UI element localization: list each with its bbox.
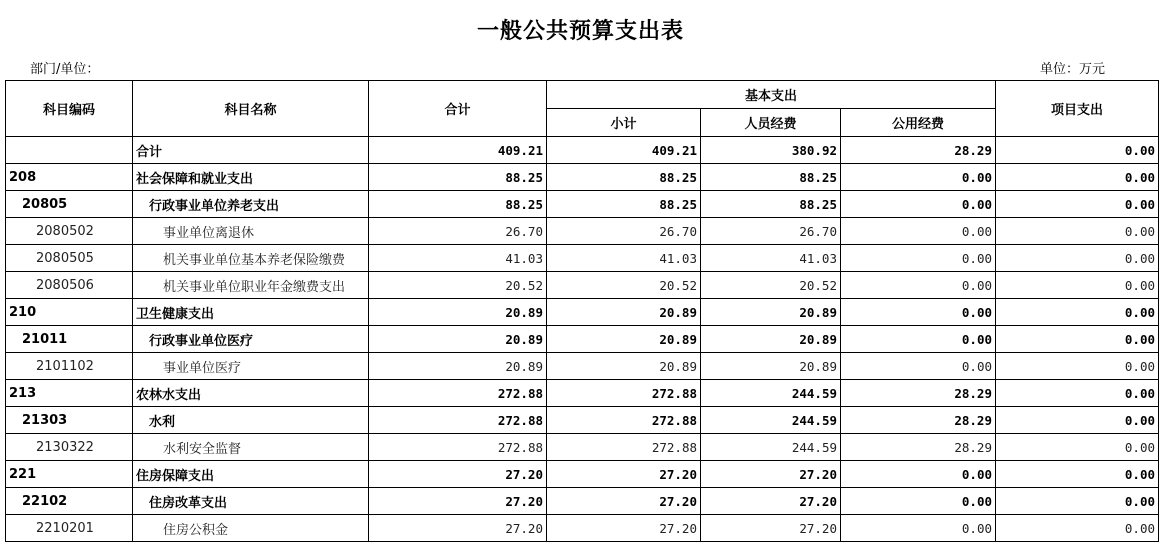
code-cell: 2101102 xyxy=(6,353,133,380)
code-cell: 20805 xyxy=(6,191,133,218)
total-cell: 20.89 xyxy=(369,326,547,353)
name-cell: 住房改革支出 xyxy=(133,488,369,515)
code-cell: 2080506 xyxy=(6,272,133,299)
personnel-cell: 380.92 xyxy=(701,137,841,164)
project-cell: 0.00 xyxy=(996,380,1159,407)
subtotal-cell: 26.70 xyxy=(547,218,701,245)
project-cell: 0.00 xyxy=(996,272,1159,299)
total-cell: 88.25 xyxy=(369,191,547,218)
table-row[interactable] xyxy=(6,407,1159,434)
code-cell: 22102 xyxy=(6,488,133,515)
project-cell: 0.00 xyxy=(996,245,1159,272)
public-cell: 0.00 xyxy=(841,191,996,218)
total-cell: 27.20 xyxy=(369,515,547,542)
table-row[interactable] xyxy=(6,218,1159,245)
subtotal-cell: 20.89 xyxy=(547,353,701,380)
project-cell: 0.00 xyxy=(996,461,1159,488)
table-row[interactable] xyxy=(6,299,1159,326)
total-cell: 409.21 xyxy=(369,137,547,164)
header-row-1 xyxy=(6,81,1159,109)
name-cell: 事业单位离退休 xyxy=(133,218,369,245)
name-cell: 水利安全监督 xyxy=(133,434,369,461)
code-cell: 21011 xyxy=(6,326,133,353)
project-cell: 0.00 xyxy=(996,488,1159,515)
name-cell: 卫生健康支出 xyxy=(133,299,369,326)
header-project: 项目支出 xyxy=(996,81,1159,137)
project-cell: 0.00 xyxy=(996,353,1159,380)
subtotal-cell: 272.88 xyxy=(547,434,701,461)
public-cell: 0.00 xyxy=(841,353,996,380)
name-cell: 农林水支出 xyxy=(133,380,369,407)
total-cell: 20.52 xyxy=(369,272,547,299)
personnel-cell: 20.89 xyxy=(701,299,841,326)
subtotal-cell: 20.52 xyxy=(547,272,701,299)
total-cell: 272.88 xyxy=(369,434,547,461)
code-cell: 208 xyxy=(6,164,133,191)
header-total: 合计 xyxy=(369,81,547,137)
personnel-cell: 41.03 xyxy=(701,245,841,272)
code-cell: 2130322 xyxy=(6,434,133,461)
personnel-cell: 244.59 xyxy=(701,434,841,461)
name-cell: 机关事业单位基本养老保险缴费 xyxy=(133,245,369,272)
public-cell: 0.00 xyxy=(841,218,996,245)
total-cell: 20.89 xyxy=(369,299,547,326)
name-cell: 住房公积金 xyxy=(133,515,369,542)
subtotal-cell: 88.25 xyxy=(547,164,701,191)
project-cell: 0.00 xyxy=(996,326,1159,353)
header-basic: 基本支出 xyxy=(547,81,996,109)
table-body xyxy=(6,137,1159,542)
table-row[interactable] xyxy=(6,164,1159,191)
total-cell: 27.20 xyxy=(369,461,547,488)
subtotal-cell: 20.89 xyxy=(547,326,701,353)
personnel-cell: 20.52 xyxy=(701,272,841,299)
table-row[interactable] xyxy=(6,434,1159,461)
table-row[interactable] xyxy=(6,245,1159,272)
public-cell: 0.00 xyxy=(841,515,996,542)
code-cell xyxy=(6,137,133,164)
public-cell: 0.00 xyxy=(841,164,996,191)
department-label: 部门/单位： xyxy=(30,62,100,77)
code-cell: 213 xyxy=(6,380,133,407)
name-cell: 事业单位医疗 xyxy=(133,353,369,380)
total-cell: 41.03 xyxy=(369,245,547,272)
personnel-cell: 20.89 xyxy=(701,353,841,380)
public-cell: 0.00 xyxy=(841,299,996,326)
table-row[interactable] xyxy=(6,326,1159,353)
header-subtotal: 小计 xyxy=(547,109,701,137)
header-name: 科目名称 xyxy=(133,81,369,137)
personnel-cell: 27.20 xyxy=(701,461,841,488)
public-cell: 28.29 xyxy=(841,380,996,407)
table-row[interactable] xyxy=(6,272,1159,299)
personnel-cell: 244.59 xyxy=(701,407,841,434)
unit-label: 单位：万元 xyxy=(1040,62,1106,77)
page-title: 一般公共预算支出表 xyxy=(476,18,684,44)
table-row[interactable] xyxy=(6,515,1159,542)
name-cell: 合计 xyxy=(133,137,369,164)
personnel-cell: 244.59 xyxy=(701,380,841,407)
public-cell: 28.29 xyxy=(841,434,996,461)
name-cell: 行政事业单位养老支出 xyxy=(133,191,369,218)
project-cell: 0.00 xyxy=(996,164,1159,191)
code-cell: 2210201 xyxy=(6,515,133,542)
project-cell: 0.00 xyxy=(996,137,1159,164)
personnel-cell: 26.70 xyxy=(701,218,841,245)
subtotal-cell: 272.88 xyxy=(547,380,701,407)
name-cell: 机关事业单位职业年金缴费支出 xyxy=(133,272,369,299)
public-cell: 0.00 xyxy=(841,488,996,515)
code-cell: 221 xyxy=(6,461,133,488)
code-cell: 2080502 xyxy=(6,218,133,245)
personnel-cell: 20.89 xyxy=(701,326,841,353)
total-cell: 26.70 xyxy=(369,218,547,245)
total-cell: 88.25 xyxy=(369,164,547,191)
public-cell: 0.00 xyxy=(841,461,996,488)
project-cell: 0.00 xyxy=(996,407,1159,434)
subtotal-cell: 27.20 xyxy=(547,488,701,515)
header-code: 科目编码 xyxy=(6,81,133,137)
project-cell: 0.00 xyxy=(996,515,1159,542)
header-personnel: 人员经费 xyxy=(701,109,841,137)
project-cell: 0.00 xyxy=(996,299,1159,326)
total-cell: 272.88 xyxy=(369,380,547,407)
personnel-cell: 27.20 xyxy=(701,488,841,515)
name-cell: 住房保障支出 xyxy=(133,461,369,488)
code-cell: 210 xyxy=(6,299,133,326)
public-cell: 0.00 xyxy=(841,272,996,299)
total-cell: 27.20 xyxy=(369,488,547,515)
total-cell: 20.89 xyxy=(369,353,547,380)
project-cell: 0.00 xyxy=(996,191,1159,218)
header-public: 公用经费 xyxy=(841,109,996,137)
public-cell: 28.29 xyxy=(841,137,996,164)
personnel-cell: 88.25 xyxy=(701,191,841,218)
subtotal-cell: 272.88 xyxy=(547,407,701,434)
subtotal-cell: 27.20 xyxy=(547,461,701,488)
name-cell: 水利 xyxy=(133,407,369,434)
subtotal-cell: 88.25 xyxy=(547,191,701,218)
public-cell: 0.00 xyxy=(841,245,996,272)
table-row[interactable] xyxy=(6,461,1159,488)
budget-expenditure-table xyxy=(5,80,1159,542)
table-row[interactable] xyxy=(6,488,1159,515)
table-row[interactable] xyxy=(6,353,1159,380)
name-cell: 社会保障和就业支出 xyxy=(133,164,369,191)
table-row[interactable] xyxy=(6,191,1159,218)
name-cell: 行政事业单位医疗 xyxy=(133,326,369,353)
table-row[interactable] xyxy=(6,380,1159,407)
subtotal-cell: 20.89 xyxy=(547,299,701,326)
personnel-cell: 88.25 xyxy=(701,164,841,191)
table-row[interactable] xyxy=(6,137,1159,164)
code-cell: 21303 xyxy=(6,407,133,434)
code-cell: 2080505 xyxy=(6,245,133,272)
subtotal-cell: 41.03 xyxy=(547,245,701,272)
project-cell: 0.00 xyxy=(996,218,1159,245)
total-cell: 272.88 xyxy=(369,407,547,434)
public-cell: 0.00 xyxy=(841,326,996,353)
personnel-cell: 27.20 xyxy=(701,515,841,542)
subtotal-cell: 409.21 xyxy=(547,137,701,164)
project-cell: 0.00 xyxy=(996,434,1159,461)
public-cell: 28.29 xyxy=(841,407,996,434)
subtotal-cell: 27.20 xyxy=(547,515,701,542)
